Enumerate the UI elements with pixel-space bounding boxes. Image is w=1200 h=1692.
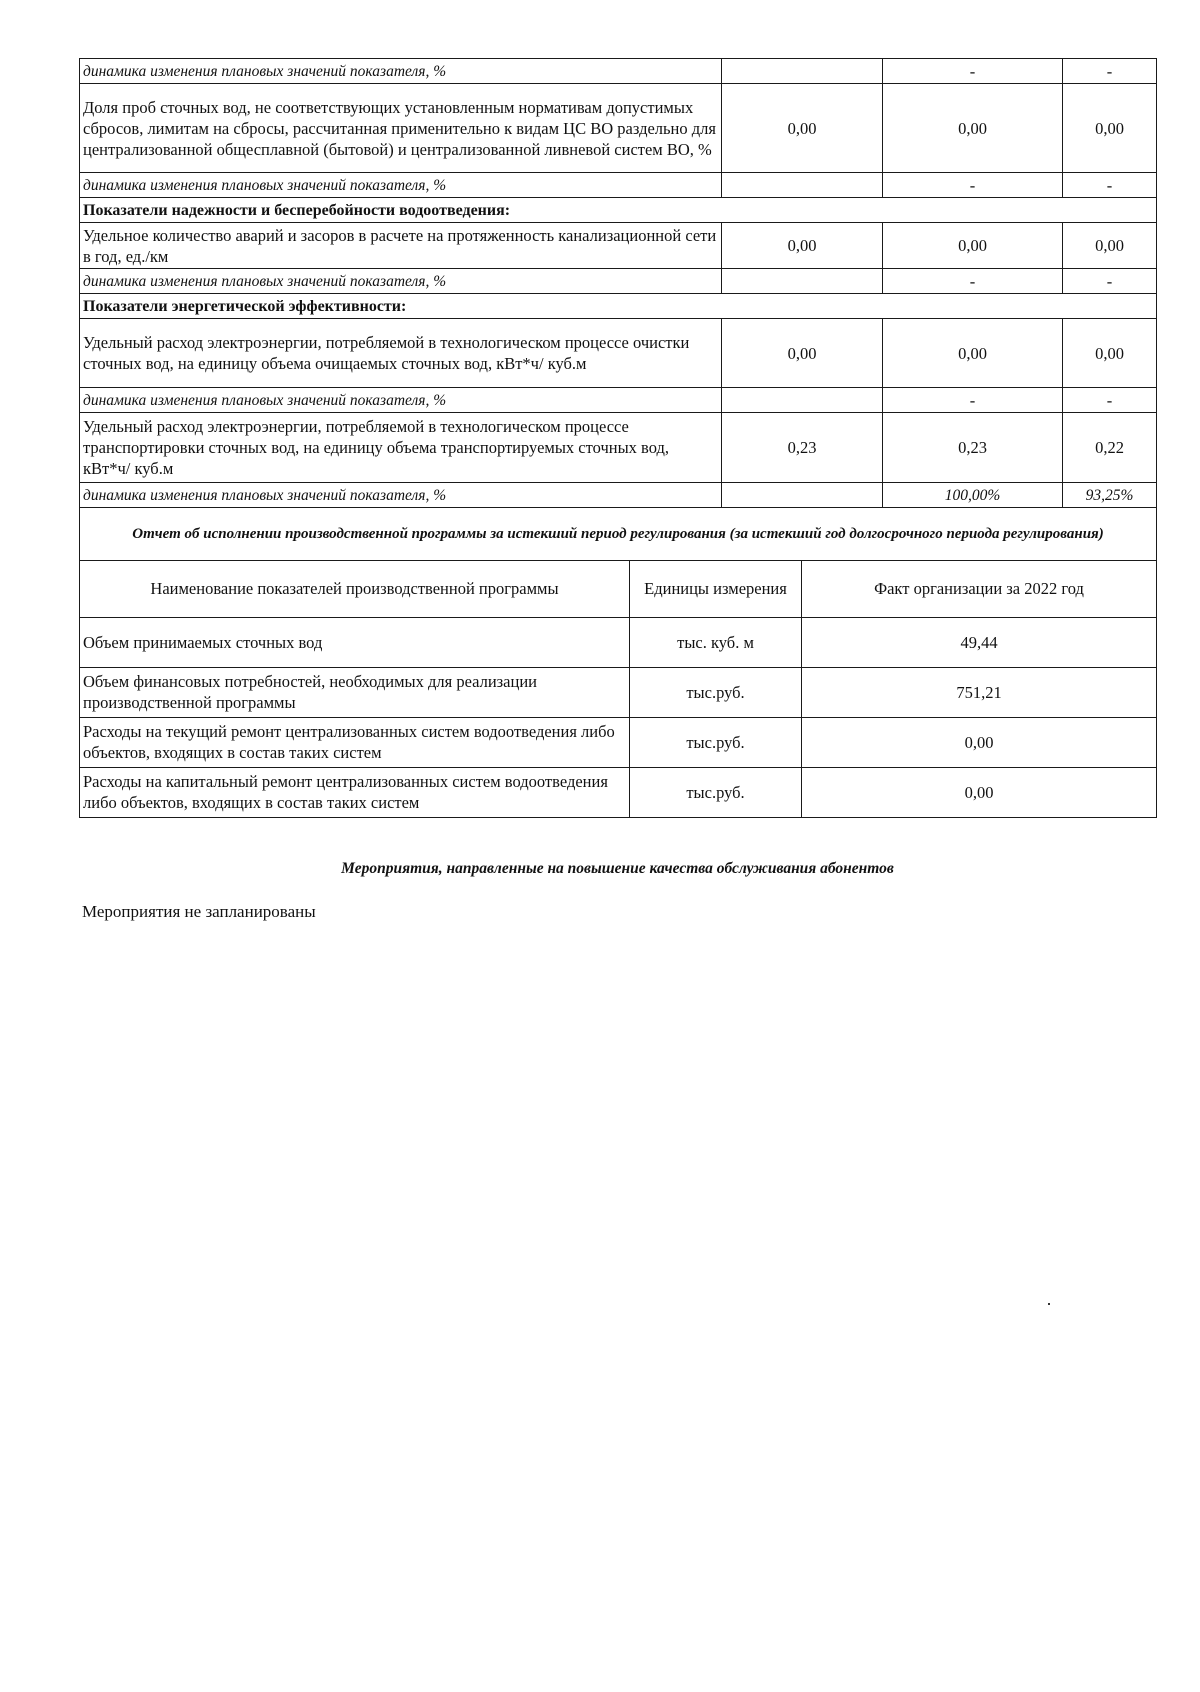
value-cell: -	[883, 173, 1063, 198]
section-row	[80, 294, 1157, 319]
measures-text: Мероприятия не запланированы	[82, 902, 316, 921]
value-cell	[722, 483, 883, 508]
report-title: Отчет об исполнении производственной программы за истекший период регулирования (за истекший год долгосрочного периода регулирования)	[80, 508, 1157, 561]
row-label: динамика изменения плановых значений показателя, %	[80, 59, 722, 84]
fact-value-cell: 49,44	[802, 617, 1157, 667]
value-cell: 0,00	[1063, 223, 1157, 269]
section-row	[80, 198, 1157, 223]
table-row	[80, 84, 1157, 173]
indicator-name: Расходы на капитальный ремонт централизованных систем водоотведения либо объектов, входящих в состав таких систем	[80, 767, 630, 817]
fact-value-cell: 0,00	[802, 767, 1157, 817]
table-row	[80, 173, 1157, 198]
row-label: динамика изменения плановых значений показателя, %	[80, 269, 722, 294]
value-cell: -	[883, 59, 1063, 84]
unit-cell: тыс. куб. м	[630, 617, 802, 667]
fact-value-cell: 0,00	[802, 717, 1157, 767]
row-label: динамика изменения плановых значений показателя, %	[80, 388, 722, 413]
table-header-row	[80, 561, 1157, 617]
table-row	[80, 388, 1157, 413]
table-row	[80, 223, 1157, 269]
value-cell: 0,00	[883, 84, 1063, 173]
value-cell: 0,00	[883, 319, 1063, 388]
indicator-name: Расходы на текущий ремонт централизованных систем водоотведения либо объектов, входящих в состав таких систем	[80, 717, 630, 767]
table-row	[80, 717, 1157, 767]
measures-heading: Мероприятия, направленные на повышение качества обслуживания абонентов	[341, 860, 894, 877]
table-row	[80, 767, 1157, 817]
unit-cell: тыс.руб.	[630, 667, 802, 717]
table-row	[80, 59, 1157, 84]
unit-cell: тыс.руб.	[630, 767, 802, 817]
document-sheet	[79, 58, 1156, 818]
value-cell: -	[1063, 269, 1157, 294]
value-cell: 0,00	[722, 223, 883, 269]
value-cell: 0,00	[883, 223, 1063, 269]
value-cell: 0,00	[722, 319, 883, 388]
value-cell: 0,00	[1063, 319, 1157, 388]
indicator-name: Объем финансовых потребностей, необходимых для реализации производственной программы	[80, 667, 630, 717]
value-cell: 0,00	[1063, 84, 1157, 173]
indicators-table	[79, 58, 1157, 561]
section-heading: Показатели надежности и бесперебойности водоотведения:	[80, 198, 1157, 223]
value-cell	[722, 269, 883, 294]
row-label: динамика изменения плановых значений показателя, %	[80, 173, 722, 198]
section-heading: Показатели энергетической эффективности:	[80, 294, 1157, 319]
scan-speck	[1048, 1303, 1050, 1305]
production-program-table	[79, 561, 1157, 818]
table-row	[80, 617, 1157, 667]
column-header: Единицы измерения	[630, 561, 802, 617]
value-cell: -	[1063, 59, 1157, 84]
value-cell	[722, 173, 883, 198]
table-row	[80, 413, 1157, 483]
value-cell	[722, 388, 883, 413]
value-cell: -	[1063, 388, 1157, 413]
row-label: Удельный расход электроэнергии, потребляемой в технологическом процессе очистки сточных вод, на единицу объема очищаемых сточных вод, кВт*ч/ куб.м	[80, 319, 722, 388]
column-header: Факт организации за 2022 год	[802, 561, 1157, 617]
indicator-name: Объем принимаемых сточных вод	[80, 617, 630, 667]
row-label: Удельный расход электроэнергии, потребляемой в технологическом процессе транспортировки сточных вод, на единицу объема транспортируемых сточных вод, кВт*ч/ куб.м	[80, 413, 722, 483]
table-row	[80, 483, 1157, 508]
value-cell: 100,00%	[883, 483, 1063, 508]
value-cell: 0,23	[883, 413, 1063, 483]
report-title-row	[80, 508, 1157, 561]
value-cell: 0,00	[722, 84, 883, 173]
value-cell: -	[883, 388, 1063, 413]
value-cell: 93,25%	[1063, 483, 1157, 508]
table-row	[80, 667, 1157, 717]
value-cell: -	[1063, 173, 1157, 198]
row-label: динамика изменения плановых значений показателя, %	[80, 483, 722, 508]
value-cell: 0,23	[722, 413, 883, 483]
fact-value-cell: 751,21	[802, 667, 1157, 717]
value-cell: -	[883, 269, 1063, 294]
row-label: Доля проб сточных вод, не соответствующих установленным нормативам допустимых сбросов, лимитам на сбросы, рассчитанная применительно к видам ЦС ВО раздельно для централизованной общесплавной (бытовой) и централизованной ливневой систем ВО, %	[80, 84, 722, 173]
column-header: Наименование показателей производственной программы	[80, 561, 630, 617]
value-cell	[722, 59, 883, 84]
value-cell: 0,22	[1063, 413, 1157, 483]
table-row	[80, 319, 1157, 388]
row-label: Удельное количество аварий и засоров в расчете на протяженность канализационной сети в год, ед./км	[80, 223, 722, 269]
unit-cell: тыс.руб.	[630, 717, 802, 767]
table-row	[80, 269, 1157, 294]
